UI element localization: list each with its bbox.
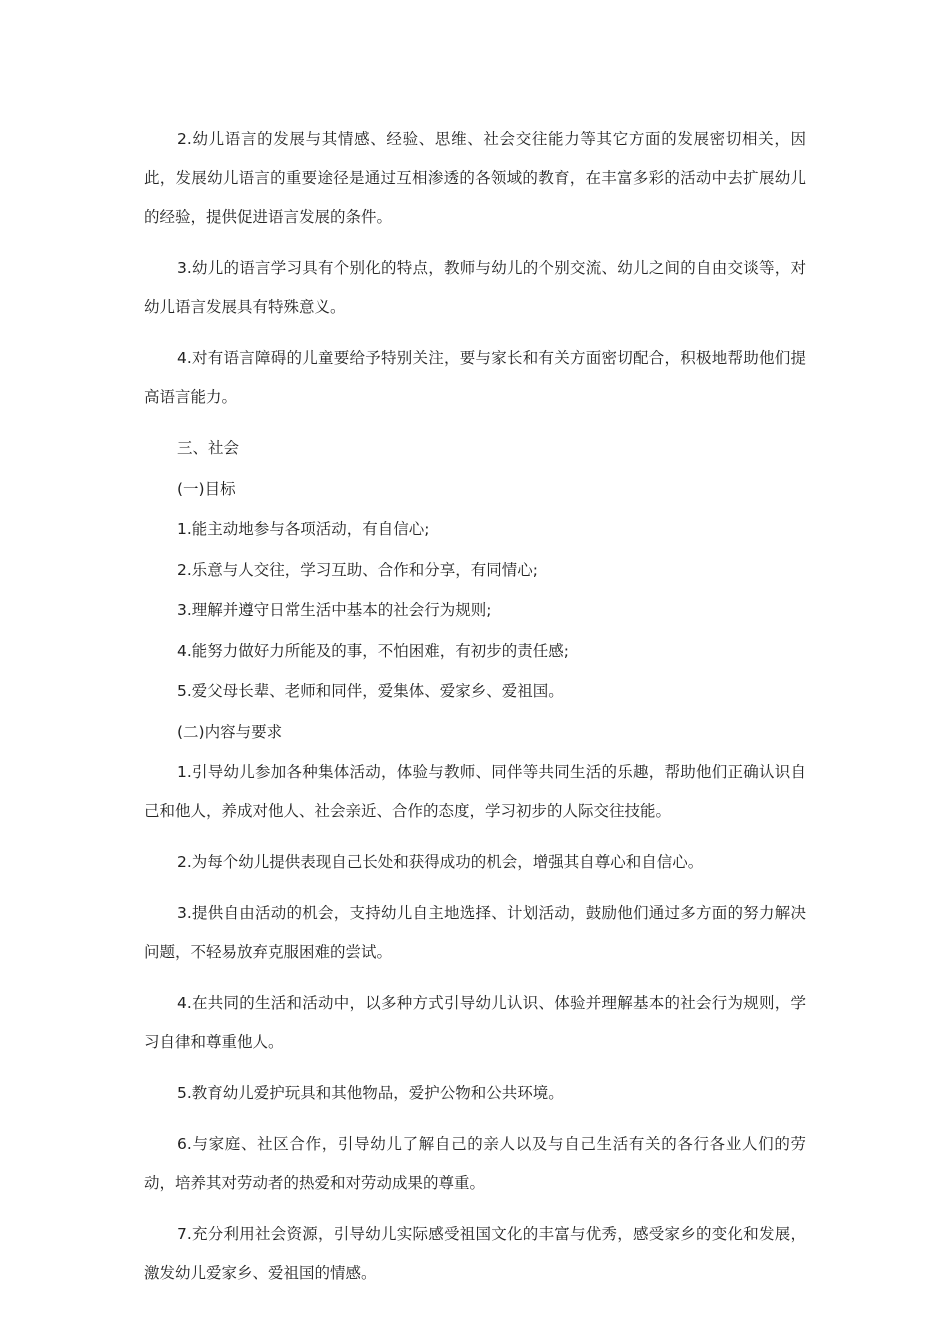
goal-item: 5.爱父母长辈、老师和同伴，爱集体、爱家乡、爱祖国。 [177, 682, 564, 700]
section-heading-social: 三、社会 [177, 439, 240, 457]
paragraph-language-4: 4.对有语言障碍的儿童要给予特别关注，要与家长和有关方面密切配合，积极地帮助他们提高语言能力。 [144, 349, 806, 406]
paragraph-language-3: 3.幼儿的语言学习具有个别化的特点，教师与幼儿的个别交流、幼儿之间的自由交谈等，对幼儿语言发展具有特殊意义。 [144, 259, 806, 316]
paragraph-language-2: 2.幼儿语言的发展与其情感、经验、思维、社会交往能力等其它方面的发展密切相关，因此，发展幼儿语言的重要途径是通过互相渗透的各领域的教育，在丰富多彩的活动中去扩展幼儿的经验，提供促进语言发展的条件。 [144, 130, 806, 226]
content-item: 3.提供自由活动的机会，支持幼儿自主地选择、计划活动，鼓励他们通过多方面的努力解决问题，不轻易放弃克服困难的尝试。 [144, 904, 806, 961]
content-requirements-heading: (二)内容与要求 [177, 722, 283, 741]
content-item: 4.在共同的生活和活动中，以多种方式引导幼儿认识、体验并理解基本的社会行为规则，学习自律和尊重他人。 [144, 994, 806, 1051]
document-page [144, 120, 806, 1305]
goals-heading: (一)目标 [177, 479, 236, 498]
content-item: 7.充分利用社会资源，引导幼儿实际感受祖国文化的丰富与优秀，感受家乡的变化和发展，激发幼儿爱家乡、爱祖国的情感。 [144, 1225, 806, 1282]
goal-item: 4.能努力做好力所能及的事，不怕困难，有初步的责任感; [177, 641, 570, 660]
content-item: 5.教育幼儿爱护玩具和其他物品，爱护公物和公共环境。 [177, 1084, 564, 1102]
goal-item: 2.乐意与人交往，学习互助、合作和分享，有同情心; [177, 560, 539, 579]
goal-item: 1.能主动地参与各项活动，有自信心; [177, 520, 430, 538]
content-item: 6.与家庭、社区合作，引导幼儿了解自己的亲人以及与自己生活有关的各行各业人们的劳动，培养其对劳动者的热爱和对劳动成果的尊重。 [144, 1135, 806, 1192]
content-item: 1.引导幼儿参加各种集体活动，体验与教师、同伴等共同生活的乐趣，帮助他们正确认识自己和他人，养成对他人、社会亲近、合作的态度，学习初步的人际交往技能。 [144, 763, 806, 820]
goal-item: 3.理解并遵守日常生活中基本的社会行为规则; [177, 601, 492, 619]
content-item: 2.为每个幼儿提供表现自己长处和获得成功的机会，增强其自尊心和自信心。 [177, 853, 704, 871]
